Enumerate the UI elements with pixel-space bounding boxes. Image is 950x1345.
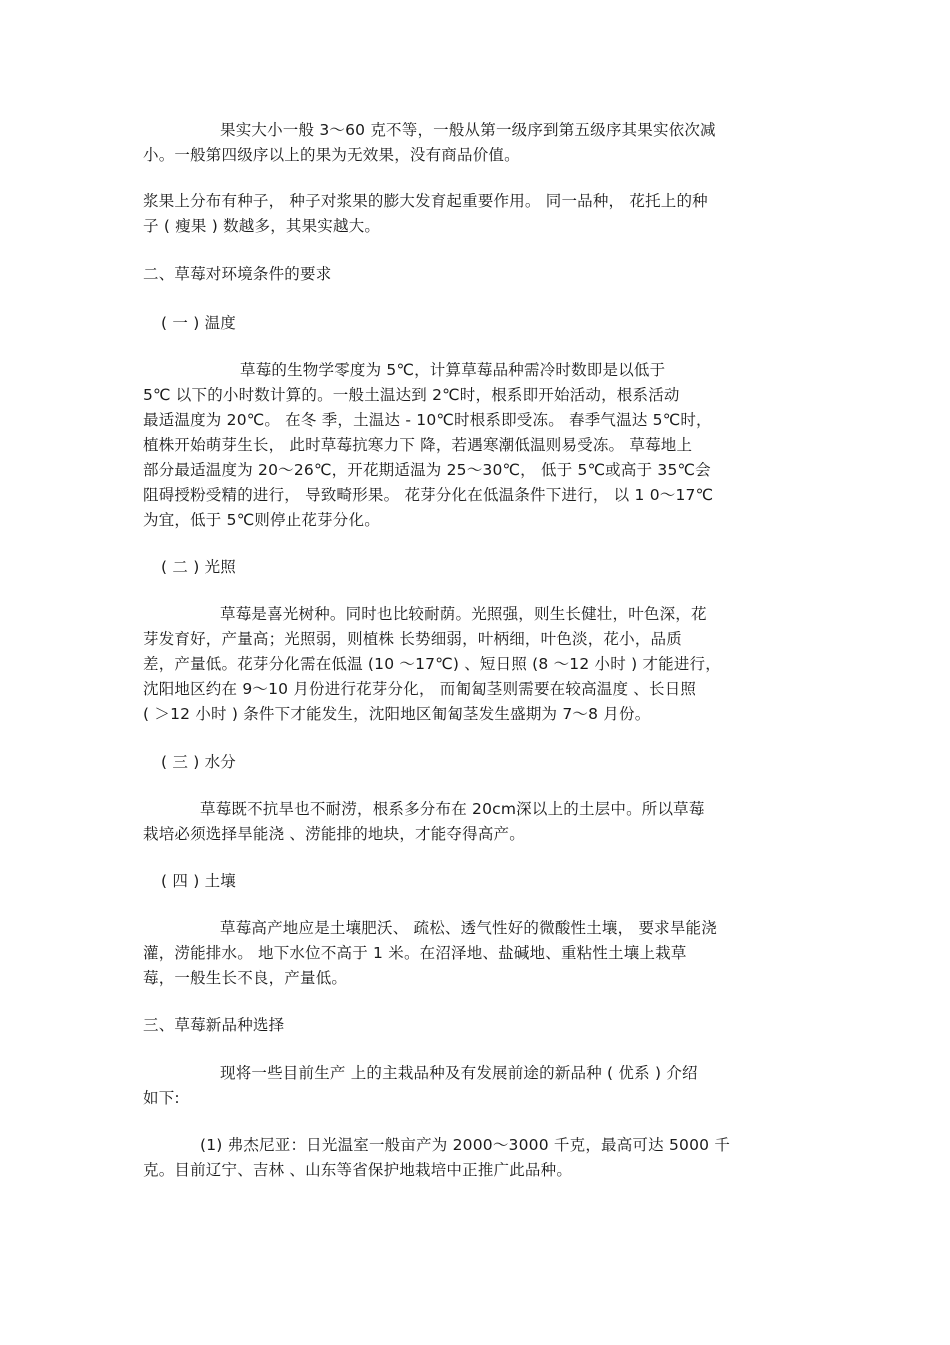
- paragraph-line: 浆果上分布有种子， 种子对浆果的膨大发育起重要作用。 同一品种， 花托上的种: [143, 192, 708, 210]
- subsection-heading: ( 四 ) 土壤: [161, 872, 236, 890]
- section-heading: 三、草莓新品种选择: [143, 1016, 285, 1034]
- paragraph-line: 植株开始萌芽生长， 此时草莓抗寒力下 降，若遇寒潮低温则易受冻。 草莓地上: [143, 436, 693, 454]
- paragraph-line: 草莓是喜光树种。同时也比较耐荫。光照强，则生长健壮，叶色深，花: [220, 605, 707, 623]
- subsection-heading: ( 二 ) 光照: [161, 558, 236, 576]
- paragraph-line: 5℃ 以下的小时数计算的。一般土温达到 2℃时，根系即开始活动，根系活动: [143, 386, 680, 404]
- section-heading: 二、草莓对环境条件的要求: [143, 265, 332, 283]
- paragraph-line: 克。目前辽宁、吉林 、山东等省保护地栽培中正推广此品种。: [143, 1161, 573, 1179]
- paragraph-line: 差，产量低。花芽分化需在低温 (10 ～17℃) 、短日照 (8 ～12 小时 ) 才能进行，: [143, 655, 721, 673]
- paragraph-line: 如下:: [143, 1089, 180, 1107]
- paragraph-line: 栽培必须选择旱能浇 、涝能排的地块，才能夺得高产。: [143, 825, 525, 843]
- paragraph-line: 子 ( 瘦果 ) 数越多，其果实越大。: [143, 217, 381, 235]
- paragraph-line: 小。一般第四级序以上的果为无效果，没有商品价值。: [143, 146, 520, 164]
- paragraph-line: 莓，一般生长不良，产量低。: [143, 969, 348, 987]
- paragraph-line: 草莓既不抗旱也不耐涝，根系多分布在 20cm深以上的土层中。所以草莓: [200, 800, 705, 818]
- paragraph-line: 阻碍授粉受精的进行， 导致畸形果。 花芽分化在低温条件下进行， 以 1 0～17℃: [143, 486, 714, 504]
- paragraph-line: 果实大小一般 3～60 克不等，一般从第一级序到第五级序其果实依次减: [220, 121, 716, 139]
- subsection-heading: ( 三 ) 水分: [161, 753, 236, 771]
- paragraph-line: 部分最适温度为 20～26℃，开花期适温为 25～30℃， 低于 5℃或高于 35℃会: [143, 461, 711, 479]
- paragraph-line: ( ＞12 小时 ) 条件下才能发生，沈阳地区匍匐茎发生盛期为 7～8 月份。: [143, 705, 651, 723]
- subsection-heading: ( 一 ) 温度: [161, 314, 236, 332]
- paragraph-line: 现将一些目前生产 上的主栽品种及有发展前途的新品种 ( 优系 ) 介绍: [220, 1064, 698, 1082]
- paragraph-line: 沈阳地区约在 9～10 月份进行花芽分化， 而匍匐茎则需要在较高温度 、长日照: [143, 680, 697, 698]
- paragraph-line: 芽发育好，产量高；光照弱，则植株 长势细弱，叶柄细，叶色淡，花小，品质: [143, 630, 682, 648]
- paragraph-line: 草莓高产地应是土壤肥沃、 疏松、透气性好的微酸性土壤， 要求旱能浇: [220, 919, 717, 937]
- paragraph-line: 草莓的生物学零度为 5℃，计算草莓品种需冷时数即是以低于: [240, 361, 666, 379]
- paragraph-line: (1) 弗杰尼亚：日光温室一般亩产为 2000～3000 千克，最高可达 5000 千: [200, 1136, 731, 1154]
- paragraph-line: 为宜，低于 5℃则停止花芽分化。: [143, 511, 380, 529]
- paragraph-line: 最适温度为 20℃。 在冬 季，土温达 - 10℃时根系即受冻。 春季气温达 5℃时，: [143, 411, 712, 429]
- paragraph-line: 灌，涝能排水。 地下水位不高于 1 米。在沼泽地、盐碱地、重粘性土壤上栽草: [143, 944, 687, 962]
